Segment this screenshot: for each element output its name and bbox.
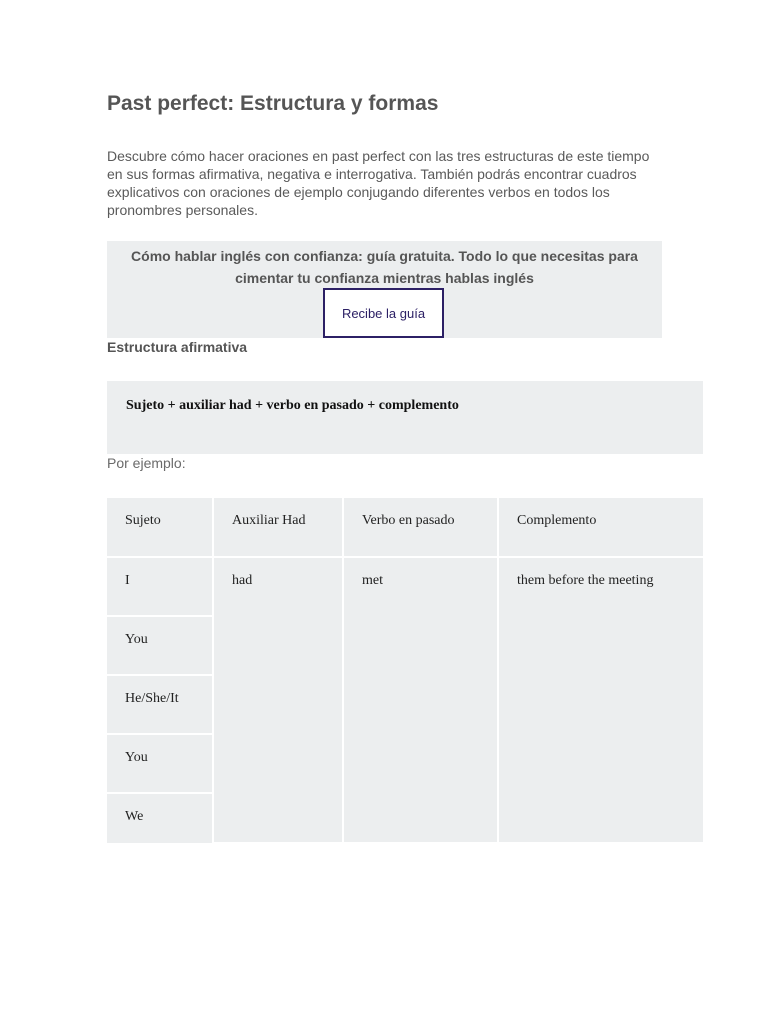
header-cell-complement: Complemento [498,498,703,557]
auxiliary-cell: had [213,557,343,843]
verb-cell: met [343,557,498,843]
guide-promo-text: Cómo hablar inglés con confianza: guía gratuita. Todo lo que necesitas para cimentar tu confianza mientras hablas inglés [131,248,638,286]
table-header-row [107,498,703,557]
header-cell-subject: Sujeto [107,498,213,557]
subject-cell: He/She/It [107,675,213,734]
header-cell-verb: Verbo en pasado [343,498,498,557]
conjugation-table [107,498,703,844]
get-guide-button[interactable]: Recibe la guía [323,288,444,338]
page-title: Past perfect: Estructura y formas [107,92,439,115]
subject-cell: You [107,734,213,793]
section-heading-affirmative: Estructura afirmativa [107,339,248,355]
complement-cell: them before the meeting [498,557,703,843]
subject-cell: We [107,793,213,843]
subject-cell: I [107,557,213,616]
formula-box [107,381,703,454]
table-row [107,557,703,616]
formula-text: Sujeto + auxiliar had + verbo en pasado + complemento [126,398,459,413]
guide-promo-box [107,241,662,338]
subject-cell: You [107,616,213,675]
example-label: Por ejemplo: [107,455,186,471]
intro-paragraph: Descubre cómo hacer oraciones en past perfect con las tres estructuras de este tiempo en sus formas afirmativa, negativa e interrogativa. También podrás encontrar cuadros explicativos con oraciones de ejemplo conjugando diferentes verbos en todos los pronombres personales. [107,148,650,218]
header-cell-auxiliary: Auxiliar Had [213,498,343,557]
